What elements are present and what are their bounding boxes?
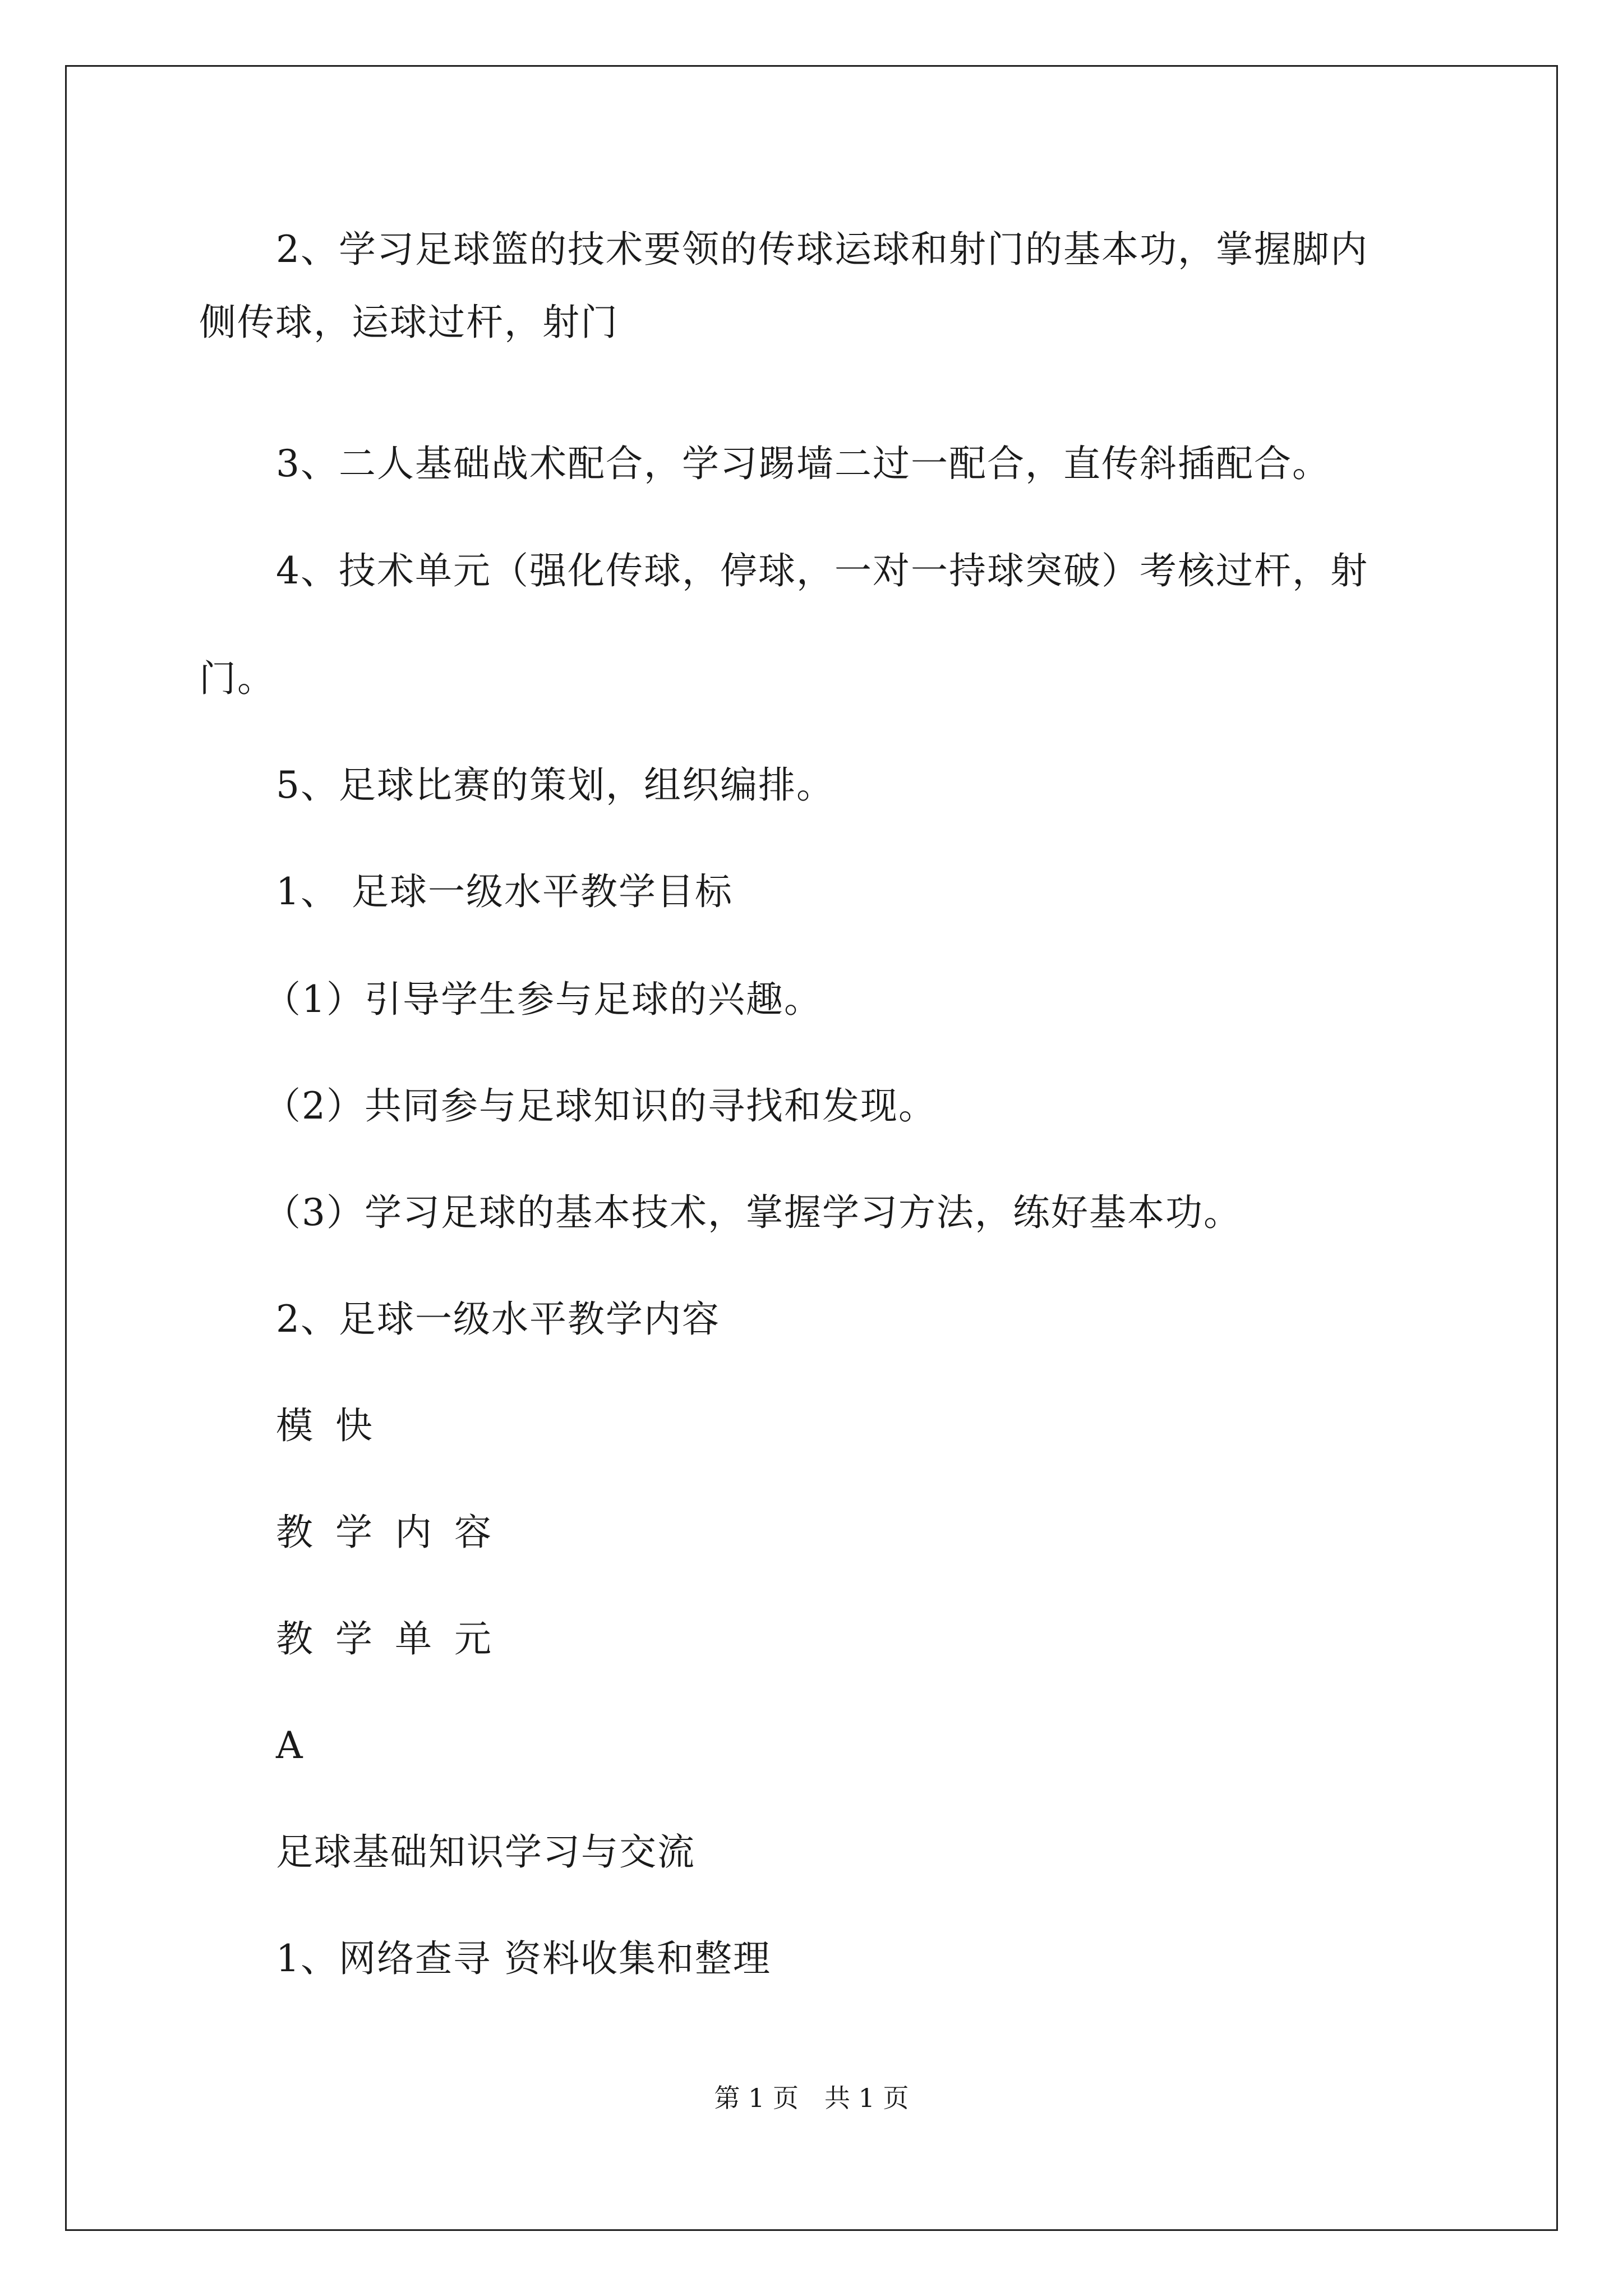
paragraph-line-4: 4、技术单元（强化传球，停球，一对一持球突破）考核过杆，射 [276, 549, 1368, 592]
table-header-module: 模快 [276, 1404, 395, 1447]
module-label: A [276, 1724, 304, 1767]
page-border [65, 65, 1558, 2231]
module-title: 足球基础知识学习与交流 [276, 1830, 695, 1874]
paragraph-line-5: 门。 [199, 657, 275, 700]
paragraph-line-2: 侧传球，运球过杆，射门 [199, 301, 619, 344]
table-header-teaching-unit: 教学单元 [276, 1617, 514, 1660]
paragraph-line-3: 3、二人基础战术配合，学习踢墙二过一配合，直传斜插配合。 [276, 442, 1330, 485]
paragraph-line-6: 5、足球比赛的策划，组织编排。 [276, 763, 834, 807]
module-item-1: 1、网络查寻 资料收集和整理 [276, 1937, 771, 1980]
page-number-footer: 第 1 页 共 1 页 [714, 2083, 909, 2113]
section-heading-content: 2、足球一级水平教学内容 [276, 1297, 720, 1341]
section-heading-goals: 1、 足球一级水平教学目标 [276, 870, 733, 913]
goal-item-2: （2）共同参与足球知识的寻找和发现。 [264, 1084, 937, 1128]
goal-item-3: （3）学习足球的基本技术，掌握学习方法，练好基本功。 [264, 1191, 1242, 1234]
table-header-teaching-content: 教学内容 [276, 1511, 514, 1554]
paragraph-line-1: 2、学习足球篮的技术要领的传球运球和射门的基本功，掌握脚内 [276, 228, 1368, 271]
goal-item-1: （1）引导学生参与足球的兴趣。 [264, 978, 822, 1021]
